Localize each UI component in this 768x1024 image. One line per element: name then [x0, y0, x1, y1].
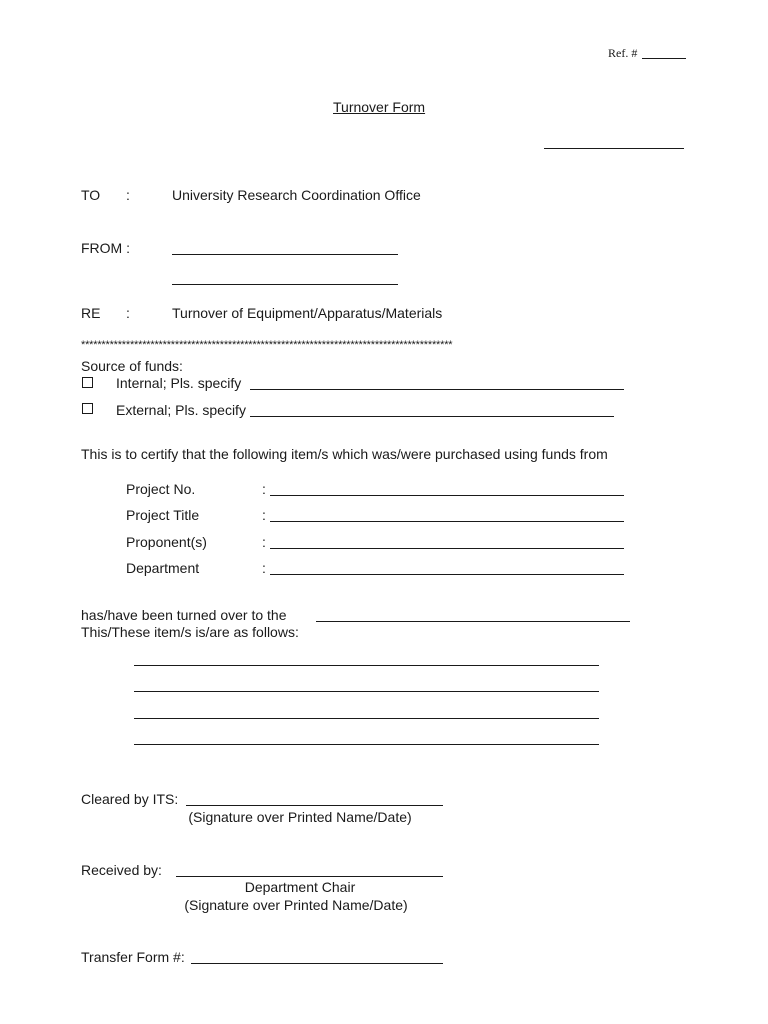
project-title-colon: :: [262, 507, 266, 523]
internal-checkbox[interactable]: [82, 377, 93, 388]
cleared-signature-line[interactable]: [186, 805, 443, 806]
proponent-label: Proponent(s): [126, 534, 207, 550]
received-role: Department Chair: [244, 879, 356, 895]
funds-heading: Source of funds:: [81, 358, 183, 374]
proponent-line[interactable]: [270, 548, 624, 549]
to-value: University Research Coordination Office: [172, 187, 421, 203]
ref-number: [608, 46, 637, 61]
item-line-2[interactable]: [134, 691, 599, 692]
internal-label: Internal; Pls. specify: [116, 375, 242, 391]
re-label: RE: [81, 305, 101, 321]
received-label: Received by:: [81, 862, 162, 878]
project-title-label: Project Title: [126, 507, 200, 523]
items-text: This/These item/s is/are as follows:: [81, 624, 299, 640]
re-separator: :: [126, 305, 130, 321]
from-line-2[interactable]: [172, 284, 398, 285]
proponent-colon: :: [262, 534, 266, 550]
project-no-colon: :: [262, 481, 266, 497]
to-separator: :: [126, 187, 130, 203]
project-no-line[interactable]: [270, 495, 624, 496]
certify-text: This is to certify that the following item/s which was/were purchased using funds from: [81, 446, 608, 462]
external-label: External; Pls. specify: [116, 402, 246, 418]
department-colon: :: [262, 560, 266, 576]
external-specify-line[interactable]: [250, 416, 614, 417]
cleared-caption: (Signature over Printed Name/Date): [188, 809, 412, 825]
from-label: FROM :: [81, 240, 130, 256]
project-title-line[interactable]: [270, 521, 624, 522]
department-line[interactable]: [270, 574, 624, 575]
date-line[interactable]: [544, 148, 684, 149]
internal-specify-line[interactable]: [250, 389, 624, 390]
to-label: TO: [81, 187, 101, 203]
item-line-4[interactable]: [134, 744, 599, 745]
transfer-label: Transfer Form #:: [81, 949, 185, 965]
turned-over-text: has/have been turned over to the: [81, 607, 287, 623]
received-caption: (Signature over Printed Name/Date): [184, 897, 408, 913]
department-label: Department: [126, 560, 200, 576]
page-title: Turnover Form: [333, 99, 426, 115]
transfer-form-line[interactable]: [191, 963, 443, 964]
external-checkbox[interactable]: [82, 403, 93, 414]
ref-label: Ref. #: [608, 46, 638, 60]
ref-number-line[interactable]: [642, 58, 686, 59]
cleared-label: Cleared by ITS:: [81, 791, 179, 807]
re-value: Turnover of Equipment/Apparatus/Materials: [172, 305, 443, 321]
received-signature-line[interactable]: [176, 876, 443, 877]
item-line-1[interactable]: [134, 665, 599, 666]
item-line-3[interactable]: [134, 718, 599, 719]
from-line-1[interactable]: [172, 254, 398, 255]
turned-over-line[interactable]: [316, 621, 630, 622]
project-no-label: Project No.: [126, 481, 196, 497]
asterisk-divider: *******************************************************************************************: [81, 339, 453, 351]
